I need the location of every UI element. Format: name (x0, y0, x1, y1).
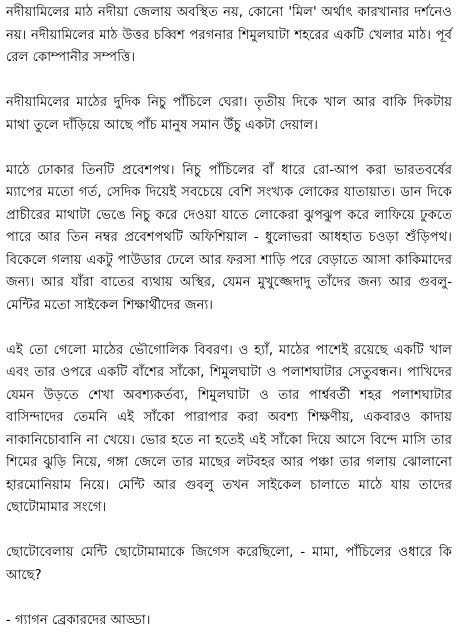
paragraph-boundary: নদীয়ামিলের মাঠের দুদিক নিচু পাঁচিলে ঘেরা। তৃতীয় দিকে খাল আর বাকি দিকটায় মাথা তুলে দাঁড়িয়ে আছে পাঁচ মানুষ সমান উঁচু একটা দেয়াল। (6, 92, 452, 137)
paragraph-answer: - গ্যাগন ব্রেকারদের আড্ডা। (6, 610, 452, 632)
paragraph-question: ছোটোবেলায় মেন্টি ছোটোমামাকে জিগেস করেছিলো, - মামা, পাঁচিলের ওধারে কি আছে? (6, 542, 452, 587)
paragraph-geography: এই তো গেলো মাঠের ভৌগোলিক বিবরণ। ও হ্যাঁ, মাঠের পাশেই রয়েছে একটি খাল এবং তার ওপরে একটি বাঁশের সাঁকো, শিমুলঘাটা ও পলাশঘাটার সেতুবন্ধন। পাখিদের যেমন উড়তে শেখা অবশ্যকর্তব্য, শিমুলঘাটা ও তার পার্শ্ববর্তী শহর পলাশঘাটার বাসিন্দাদের তেমনি এই সাঁকো পারাপার করা অবশ্য শিক্ষণীয়, একবারও কাদায় নাকানিচোবানি না খেয়ে। ভোর হতে না হতেই এই সাঁকো দিয়ে আসে বিন্দে মাসি তার শিমের ঝুড়ি নিয়ে, গঙ্গা জেলে তার মাছের লটবহর আর পঞ্চা তার গলায় ঝোলানো হারমোনিয়াম নিয়ে। মেন্টি আর গুবলু তখন সাইকেল চালাতে মাঠে যায় তাদের ছোটোমামার সংগে। (6, 340, 452, 520)
paragraph-entrances: মাঠে ঢোকার তিনটি প্রবেশপথ। নিচু পাঁচিলের বাঁ ধারে রো-আপ করা ভারতবর্ষের ম্যাপের মতো গর্ত, সেদিক দিয়েই সবচেয়ে বেশি সংখ্যক লোকের যাতায়াত। ডান দিকে প্রাচীরের মাথাটা ভেঙে নিচু করে দেওয়া যাতে লোকেরা ঝুপঝুপ করে লাফিয়ে ঢুকতে পারে আর তিন নম্বর প্রবেশপথটি অফিশিয়াল - ধুলোভরা আধহাত চওড়া শুঁড়িপথ। বিকেলে গলায় একটু পাউডার ঢেলে আর ফরসা শাড়ি পরে বেড়াতে আসা কাকিমাদের জন্য। আর যাঁরা বাতের ব্যথায় অস্থির, যেমন মুখুজ্জেদাদু তাঁদের জন্য আর গুবলু-মেন্টির মতো সাইকেল শিক্ষার্থীদের জন্য। (6, 160, 452, 318)
paragraph-intro: নদীয়ামিলের মাঠ নদীয়া জেলায় অবস্থিত নয়, কোনো 'মিল' অর্থাৎ কারখানার দর্শনেও নয়। নদীয়ামিলের মাঠ উত্তর চব্বিশ পরগনার শিমুলঘাটা শহরের একটি খেলার মাঠ। পূর্ব রেল কোম্পানীর সম্পত্তি। (6, 2, 452, 70)
